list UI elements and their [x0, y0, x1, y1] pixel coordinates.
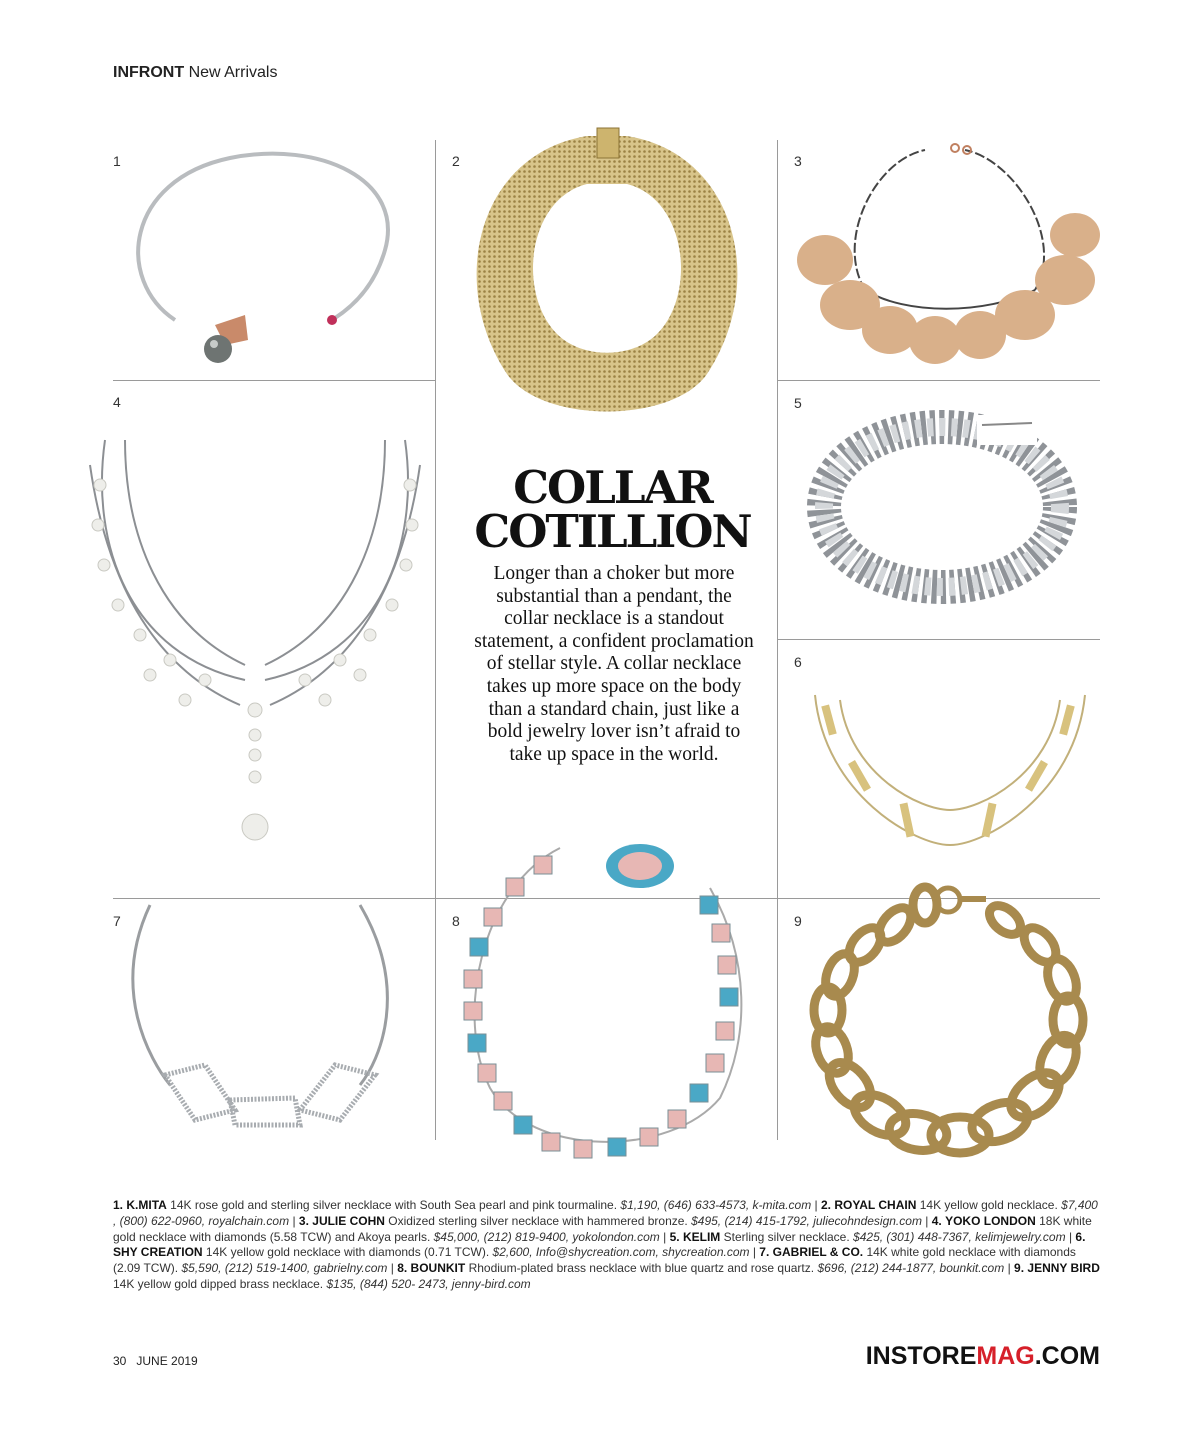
grid-divider [113, 380, 435, 381]
credit-number: 2. [821, 1198, 832, 1212]
credit-info: $696, (212) 244-1877, bounkit.com [817, 1261, 1005, 1276]
necklace-5-image [797, 395, 1097, 625]
credit-info: $2,600, Info@shycreation.com, shycreation.com [492, 1245, 750, 1260]
credit-number: 3. [298, 1213, 309, 1228]
credit-desc: 14K yellow gold dipped brass necklace. [113, 1276, 324, 1291]
feature-title-line: COTILLION [474, 505, 751, 558]
credit-info: $45,000, (212) 819-9400, yokolondon.com [433, 1229, 660, 1244]
credit-name: ROYAL CHAIN [834, 1198, 917, 1212]
item-number: 1 [113, 153, 121, 169]
credit-info: $7,400 , (800) 622-0960, royalchain.com [113, 1198, 1098, 1228]
grid-divider [777, 140, 778, 1140]
section-brand: INFRONT [113, 64, 185, 81]
credit-info: $135, (844) 520- 2473, jenny-bird.com [326, 1276, 531, 1291]
item-number: 2 [452, 153, 460, 169]
credit-number: 6. [1075, 1229, 1086, 1244]
credit-number: 7. [759, 1245, 770, 1260]
credit-number: 1. [113, 1198, 124, 1212]
credit-info: $495, (214) 415-1792, juliecohndesign.com [691, 1213, 922, 1228]
credit-number: 5. [669, 1229, 680, 1244]
necklace-7-image [110, 900, 430, 1135]
item-number: 9 [794, 913, 802, 929]
magazine-logo[interactable] [866, 1342, 1100, 1371]
item-number: 5 [794, 395, 802, 411]
item-number: 6 [794, 654, 802, 670]
necklace-9-image [800, 870, 1100, 1170]
logo-part: MAG [976, 1342, 1035, 1370]
credit-name: KELIM [682, 1229, 721, 1244]
feature-intro: Longer than a choker but more substantial than a pendant, the collar necklace is a standout statement, a confident proclamation of stellar style. A collar necklace takes up more space on the body than a standard chain, just like a bold jewelry lover isn’t afraid to take up space in the world. [474, 563, 754, 765]
feature-title [470, 461, 755, 558]
credit-name: BOUNKIT [410, 1261, 466, 1276]
necklace-2-image [447, 124, 767, 444]
credit-info: $1,190, (646) 633-4573, k-mita.com [620, 1198, 812, 1212]
necklace-4-image [70, 425, 440, 855]
logo-part: .COM [1034, 1342, 1100, 1370]
necklace-1-image [120, 140, 420, 380]
credit-name: JENNY BIRD [1027, 1261, 1100, 1276]
credit-name: GABRIEL & CO. [772, 1245, 864, 1260]
credit-desc: Oxidized sterling silver necklace with hammered bronze. [388, 1213, 688, 1228]
credit-name: K.MITA [126, 1198, 167, 1212]
credit-number: 9. [1014, 1261, 1025, 1276]
grid-divider [777, 380, 1100, 381]
credit-desc: 18K white gold necklace with diamonds (5.58 TCW) and Akoya pearls. [113, 1213, 1092, 1244]
logo-part: INSTORE [865, 1342, 977, 1370]
product-credits: 1. K.MITA 14K rose gold and sterling silver necklace with South Sea pearl and pink tourmaline. $1,190, (646) 633-4573, k-mita.com | 2. ROYAL CHAIN 14K yellow gold necklace. $7,400 , (800) 622-0960, royalchain.com | 3. JULIE COHN Oxidized sterling silver necklace with hammered bronze. $495, (214) 415-1792, juliecohndesign.com | 4. YOKO LONDON 18K white gold necklace with diamonds (5.58 TCW) and Akoya pearls. $45,000, (212) 819-9400, yokolondon.com | 5. KELIM Sterling silver necklace. $425, (301) 448-7367, kelimjewelry.com | 6. SHY CREATION 14K yellow gold necklace with diamonds (0.71 TCW). $2,600, Info@shycreation.com, shycreation.com | 7. GABRIEL & CO. 14K white gold necklace with diamonds (2.09 TCW). $5,590, (212) 519-1400, gabrielny.com | 8. BOUNKIT Rhodium-plated brass necklace with blue quartz and rose quartz. $696, (212) 244-1877, bounkit.com | 9. JENNY BIRD 14K yellow gold dipped brass necklace. $135, (844) 520- 2473, jenny-bird.com [113, 1198, 1100, 1291]
page-folio [113, 1354, 208, 1368]
necklace-6-image [795, 665, 1100, 890]
credit-desc: 14K yellow gold necklace. [919, 1198, 1058, 1212]
credit-desc: Sterling silver necklace. [723, 1229, 850, 1244]
credit-info: $5,590, (212) 519-1400, gabrielny.com [181, 1261, 388, 1276]
item-number: 7 [113, 913, 121, 929]
necklace-8-image [450, 838, 770, 1168]
credit-name: JULIE COHN [312, 1213, 385, 1228]
feature-title-line: COLLAR [513, 461, 712, 514]
credit-desc: 14K yellow gold necklace with diamonds (0.71 TCW). [205, 1245, 490, 1260]
item-number: 3 [794, 153, 802, 169]
credit-name: YOKO LONDON [945, 1213, 1036, 1228]
credit-desc: Rhodium-plated brass necklace with blue quartz and rose quartz. [468, 1261, 815, 1276]
grid-divider [777, 639, 1100, 640]
credit-name: SHY CREATION [113, 1245, 203, 1260]
credit-desc: 14K rose gold and sterling silver necklace with South Sea pearl and pink tourmaline. [170, 1198, 618, 1212]
credit-number: 8. [397, 1261, 408, 1276]
credit-desc: 14K white gold necklace with diamonds (2.09 TCW). [113, 1245, 1076, 1276]
page-number: 30 [113, 1354, 127, 1368]
section-name: New Arrivals [188, 64, 278, 81]
item-number: 8 [452, 913, 460, 929]
section-header [113, 64, 277, 82]
credit-info: $425, (301) 448-7367, kelimjewelry.com [853, 1229, 1066, 1244]
issue-date: JUNE 2019 [136, 1354, 198, 1368]
necklace-3-image [795, 140, 1100, 380]
item-number: 4 [113, 394, 121, 410]
credit-number: 4. [931, 1213, 942, 1228]
